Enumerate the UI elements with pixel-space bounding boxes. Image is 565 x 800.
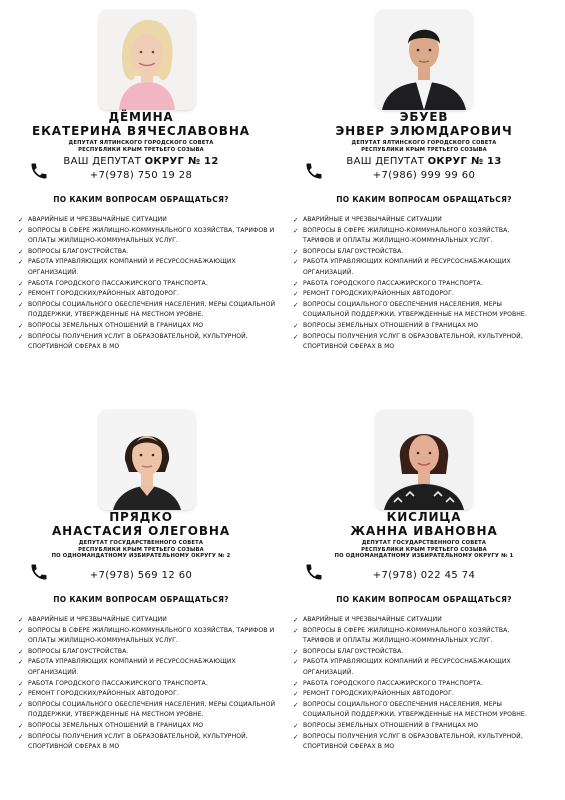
checkmark-icon: ✓: [293, 690, 299, 699]
topic-text: РАБОТА УПРАВЛЯЮЩИХ КОМПАНИЙ И РЕСУРСОСНАБЖАЮЩИХ: [303, 258, 511, 266]
topic-text: РАБОТА ГОРОДСКОГО ПАССАЖИРСКОГО ТРАНСПОРТА.: [28, 679, 208, 687]
deputy-surname: КИСЛИЦА: [386, 510, 462, 524]
topic-text: СПОРТИВНОЙ СФЕРАХ В МО: [303, 343, 395, 351]
topic-text: ВОПРОСЫ БЛАГОУСТРОЙСТВА.: [303, 647, 404, 655]
topic-text: ОПЛАТЫ ЖИЛИЩНО-КОММУНАЛЬНЫХ УСЛУГ.: [28, 637, 178, 645]
topic-item: [18, 679, 280, 690]
checkmark-icon: ✓: [18, 332, 24, 341]
topic-item: [293, 626, 555, 637]
deputy-given-names: ЭНВЕР ЭЛЮМДАРОВИЧ: [335, 124, 513, 138]
checkmark-icon: ✓: [18, 616, 24, 624]
checkmark-icon: ✓: [293, 216, 299, 224]
topic-item: [18, 310, 280, 321]
topic-text: ВОПРОСЫ В СФЕРЕ ЖИЛИЩНО-КОММУНАЛЬНОГО ХОЗЯЙСТВА, ТАРИФОВ И: [28, 626, 275, 634]
topic-item: [293, 647, 555, 658]
deputy-surname: ЭБУЕВ: [399, 110, 449, 124]
topic-item: [18, 321, 280, 332]
topic-text: АВАРИЙНЫЕ И ЧРЕЗВЫЧАЙНЫЕ СИТУАЦИИ: [303, 216, 442, 223]
topic-text: СПОРТИВНОЙ СФЕРАХ В МО: [28, 343, 120, 351]
topic-item: [18, 657, 280, 668]
deputy-role: [0, 140, 282, 153]
topic-item: [18, 668, 280, 679]
checkmark-icon: ✓: [18, 658, 24, 667]
topic-text: РЕМОНТ ГОРОДСКИХ/РАЙОННЫХ АВТОДОРОГ.: [28, 690, 179, 698]
topics-list: [293, 615, 555, 753]
checkmark-icon: ✓: [293, 279, 299, 288]
topic-text: СОЦИАЛЬНОЙ ПОДДЕРЖКИ, УТВЕРЖДЕННЫЕ НА МЕСТНОМ УРОВНЕ.: [303, 311, 527, 319]
deputy-card: [0, 400, 282, 800]
topic-item: [293, 615, 555, 626]
deputy-role-line: РЕСПУБЛИКИ КРЫМ ТРЕТЬЕГО СОЗЫВА: [361, 546, 487, 553]
topic-text: ОПЛАТЫ ЖИЛИЩНО-КОММУНАЛЬНЫХ УСЛУГ.: [28, 237, 178, 245]
checkmark-icon: ✓: [18, 721, 24, 730]
district-number: ОКРУГ № 12: [144, 156, 219, 167]
topic-item: [18, 647, 280, 658]
topic-text: ПОДДЕРЖКИ, УТВЕРЖДЕННЫЕ НА МЕСТНОМ УРОВНЕ.: [28, 711, 204, 719]
topic-item: [293, 342, 555, 353]
deputy-given-names: АНАСТАСИЯ ОЛЕГОВНА: [51, 524, 231, 538]
checkmark-icon: ✓: [18, 626, 24, 635]
checkmark-icon: ✓: [293, 247, 299, 256]
checkmark-icon: ✓: [18, 247, 24, 256]
checkmark-icon: ✓: [18, 258, 24, 267]
topic-text: ВОПРОСЫ СОЦИАЛЬНОГО ОБЕСПЕЧЕНИЯ НАСЕЛЕНИЯ, МЕРЫ СОЦИАЛЬНОЙ: [28, 300, 276, 308]
deputy-role-line: ПО ОДНОМАНДАТНОМУ ИЗБИРАТЕЛЬНОМУ ОКРУГУ № 1: [334, 553, 514, 559]
topic-item: [18, 257, 280, 268]
checkmark-icon: ✓: [18, 679, 24, 688]
district-prefix: ВАШ ДЕПУТАТ: [346, 156, 428, 167]
topic-item: [18, 342, 280, 353]
topic-item: [18, 226, 280, 237]
deputy-role: [283, 140, 565, 153]
topic-item: [293, 268, 555, 279]
topic-item: [293, 742, 555, 753]
deputy-role: [283, 540, 565, 560]
topics-list: [293, 215, 555, 353]
topic-item: [18, 268, 280, 279]
topic-item: [293, 279, 555, 290]
topic-text: ВОПРОСЫ ПОЛУЧЕНИЯ УСЛУГ В ОБРАЗОВАТЕЛЬНОЙ, КУЛЬТУРНОЙ,: [28, 732, 248, 740]
deputy-role-line: РЕСПУБЛИКИ КРЫМ ТРЕТЬЕГО СОЗЫВА: [361, 146, 487, 153]
topic-text: РЕМОНТ ГОРОДСКИХ/РАЙОННЫХ АВТОДОРОГ.: [303, 690, 454, 698]
topic-item: [18, 710, 280, 721]
deputy-photo: [99, 410, 195, 510]
topic-text: ВОПРОСЫ СОЦИАЛЬНОГО ОБЕСПЕЧЕНИЯ НАСЕЛЕНИЯ, МЕРЫ СОЦИАЛЬНОЙ: [28, 700, 276, 708]
checkmark-icon: ✓: [293, 332, 299, 341]
checkmark-icon: ✓: [293, 321, 299, 330]
topic-text: ВОПРОСЫ СОЦИАЛЬНОГО ОБЕСПЕЧЕНИЯ НАСЕЛЕНИЯ, МЕРЫ: [303, 300, 502, 308]
topic-item: [18, 615, 280, 626]
topic-item: [18, 626, 280, 637]
checkmark-icon: ✓: [18, 216, 24, 224]
topic-item: [18, 332, 280, 343]
topic-item: [293, 247, 555, 258]
topic-item: [18, 289, 280, 300]
district-prefix: ВАШ ДЕПУТАТ: [63, 156, 145, 167]
topic-item: [18, 247, 280, 258]
topic-text: ВОПРОСЫ ЗЕМЕЛЬНЫХ ОТНОШЕНИЙ В ГРАНИЦАХ МО: [28, 321, 204, 329]
topic-text: ВОПРОСЫ В СФЕРЕ ЖИЛИЩНО-КОММУНАЛЬНОГО ХОЗЯЙСТВА, ТАРИФОВ И: [28, 226, 275, 234]
topics-heading: ПО КАКИМ ВОПРОСАМ ОБРАЩАТЬСЯ?: [336, 195, 512, 204]
topic-text: РЕМОНТ ГОРОДСКИХ/РАЙОННЫХ АВТОДОРОГ.: [303, 290, 454, 298]
topic-item: [18, 732, 280, 743]
deputy-card: [283, 400, 565, 800]
deputy-card: [0, 0, 282, 400]
deputy-photo: [376, 10, 472, 110]
checkmark-icon: ✓: [293, 721, 299, 730]
topic-item: [18, 300, 280, 311]
topic-text: ВОПРОСЫ ЗЕМЕЛЬНЫХ ОТНОШЕНИЙ В ГРАНИЦАХ МО: [303, 321, 479, 329]
deputy-photo: [376, 410, 472, 510]
checkmark-icon: ✓: [293, 290, 299, 299]
topics-list: [18, 615, 280, 753]
district-number: ОКРУГ № 13: [427, 156, 502, 167]
topic-text: ТАРИФОВ И ОПЛАТЫ ЖИЛИЩНО-КОММУНАЛЬНЫХ УСЛУГ.: [303, 237, 493, 245]
deputy-role-line: ДЕПУТАТ ЯЛТИНСКОГО ГОРОДСКОГО СОВЕТА: [351, 140, 497, 146]
topic-item: [18, 636, 280, 647]
checkmark-icon: ✓: [293, 700, 299, 709]
topic-text: РАБОТА ГОРОДСКОГО ПАССАЖИРСКОГО ТРАНСПОРТА.: [303, 679, 483, 687]
topic-item: [18, 279, 280, 290]
deputy-role-line: ДЕПУТАТ ЯЛТИНСКОГО ГОРОДСКОГО СОВЕТА: [68, 140, 214, 146]
deputy-role-line: РЕСПУБЛИКИ КРЫМ ТРЕТЬЕГО СОЗЫВА: [78, 146, 204, 153]
topic-text: ВОПРОСЫ ПОЛУЧЕНИЯ УСЛУГ В ОБРАЗОВАТЕЛЬНОЙ, КУЛЬТУРНОЙ,: [303, 332, 523, 340]
topic-item: [293, 215, 555, 226]
topic-item: [293, 300, 555, 311]
topic-item: [18, 689, 280, 700]
topic-text: ОРГАНИЗАЦИЙ.: [303, 268, 354, 276]
deputy-surname: ДЁМИНА: [108, 110, 174, 124]
topic-item: [18, 742, 280, 753]
topic-text: РАБОТА ГОРОДСКОГО ПАССАЖИРСКОГО ТРАНСПОРТА.: [28, 279, 208, 287]
checkmark-icon: ✓: [18, 321, 24, 330]
deputy-phone[interactable]: +7(986) 999 99 60: [372, 170, 476, 181]
checkmark-icon: ✓: [293, 300, 299, 309]
checkmark-icon: ✓: [293, 679, 299, 688]
topic-item: [293, 310, 555, 321]
topic-text: ОРГАНИЗАЦИЙ.: [28, 268, 79, 276]
topic-item: [293, 321, 555, 332]
topic-text: РАБОТА ГОРОДСКОГО ПАССАЖИРСКОГО ТРАНСПОРТА.: [303, 279, 483, 287]
checkmark-icon: ✓: [18, 700, 24, 709]
topic-text: СПОРТИВНОЙ СФЕРАХ В МО: [28, 743, 120, 751]
topic-item: [293, 289, 555, 300]
topics-list: [18, 215, 280, 353]
topic-item: [18, 215, 280, 226]
deputy-role-line: ДЕПУТАТ ГОСУДАРСТВЕННОГО СОВЕТА: [78, 540, 204, 546]
topic-item: [293, 721, 555, 732]
topic-text: ПОДДЕРЖКИ, УТВЕРЖДЕННЫЕ НА МЕСТНОМ УРОВНЕ.: [28, 311, 204, 319]
topic-item: [18, 721, 280, 732]
topics-heading: ПО КАКИМ ВОПРОСАМ ОБРАЩАТЬСЯ?: [53, 195, 229, 204]
topic-item: [293, 700, 555, 711]
deputy-card: [283, 0, 565, 400]
topic-text: ВОПРОСЫ ЗЕМЕЛЬНЫХ ОТНОШЕНИЙ В ГРАНИЦАХ МО: [303, 721, 479, 729]
topic-text: АВАРИЙНЫЕ И ЧРЕЗВЫЧАЙНЫЕ СИТУАЦИИ: [28, 616, 167, 623]
topic-text: ВОПРОСЫ ПОЛУЧЕНИЯ УСЛУГ В ОБРАЗОВАТЕЛЬНОЙ, КУЛЬТУРНОЙ,: [28, 332, 248, 340]
checkmark-icon: ✓: [293, 626, 299, 635]
deputy-surname: ПРЯДКО: [109, 510, 173, 524]
deputy-role-line: ПО ОДНОМАНДАТНОМУ ИЗБИРАТЕЛЬНОМУ ОКРУГУ № 2: [51, 553, 231, 559]
topic-item: [293, 668, 555, 679]
checkmark-icon: ✓: [18, 732, 24, 741]
topic-text: ОРГАНИЗАЦИЙ.: [303, 668, 354, 676]
topic-text: АВАРИЙНЫЕ И ЧРЕЗВЫЧАЙНЫЕ СИТУАЦИИ: [303, 616, 442, 623]
topic-text: АВАРИЙНЫЕ И ЧРЕЗВЫЧАЙНЫЕ СИТУАЦИИ: [28, 216, 167, 223]
topic-item: [293, 657, 555, 668]
checkmark-icon: ✓: [293, 732, 299, 741]
topic-item: [293, 332, 555, 343]
checkmark-icon: ✓: [293, 226, 299, 235]
checkmark-icon: ✓: [293, 647, 299, 656]
deputy-phone[interactable]: +7(978) 569 12 60: [89, 570, 193, 581]
topic-text: ТАРИФОВ И ОПЛАТЫ ЖИЛИЩНО-КОММУНАЛЬНЫХ УСЛУГ.: [303, 637, 493, 645]
topic-item: [18, 236, 280, 247]
topic-item: [293, 257, 555, 268]
checkmark-icon: ✓: [18, 647, 24, 656]
topic-text: ВОПРОСЫ ПОЛУЧЕНИЯ УСЛУГ В ОБРАЗОВАТЕЛЬНОЙ, КУЛЬТУРНОЙ,: [303, 732, 523, 740]
checkmark-icon: ✓: [18, 279, 24, 288]
checkmark-icon: ✓: [18, 226, 24, 235]
topic-text: ВОПРОСЫ В СФЕРЕ ЖИЛИЩНО-КОММУНАЛЬНОГО ХОЗЯЙСТВА,: [303, 626, 510, 634]
topic-item: [293, 679, 555, 690]
topic-text: РЕМОНТ ГОРОДСКИХ/РАЙОННЫХ АВТОДОРОГ.: [28, 290, 179, 298]
topics-heading: ПО КАКИМ ВОПРОСАМ ОБРАЩАТЬСЯ?: [53, 595, 229, 604]
topic-text: ВОПРОСЫ СОЦИАЛЬНОГО ОБЕСПЕЧЕНИЯ НАСЕЛЕНИЯ, МЕРЫ: [303, 700, 502, 708]
deputy-given-names: ЕКАТЕРИНА ВЯЧЕСЛАВОВНА: [32, 124, 250, 138]
topic-text: РАБОТА УПРАВЛЯЮЩИХ КОМПАНИЙ И РЕСУРСОСНАБЖАЮЩИХ: [303, 658, 511, 666]
topic-text: ВОПРОСЫ БЛАГОУСТРОЙСТВА.: [28, 647, 129, 655]
topic-text: СПОРТИВНОЙ СФЕРАХ В МО: [303, 743, 395, 751]
checkmark-icon: ✓: [293, 616, 299, 624]
topic-item: [293, 636, 555, 647]
checkmark-icon: ✓: [18, 300, 24, 309]
topic-text: РАБОТА УПРАВЛЯЮЩИХ КОМПАНИЙ И РЕСУРСОСНАБЖАЮЩИХ: [28, 658, 236, 666]
deputy-role-line: ДЕПУТАТ ГОСУДАРСТВЕННОГО СОВЕТА: [361, 540, 487, 546]
deputy-district: [283, 156, 565, 167]
deputy-phone[interactable]: +7(978) 750 19 28: [89, 170, 193, 181]
topic-text: ВОПРОСЫ В СФЕРЕ ЖИЛИЩНО-КОММУНАЛЬНОГО ХОЗЯЙСТВА,: [303, 226, 510, 234]
deputy-given-names: ЖАННА ИВАНОВНА: [350, 524, 498, 538]
topic-item: [293, 236, 555, 247]
topic-text: СОЦИАЛЬНОЙ ПОДДЕРЖКИ, УТВЕРЖДЕННЫЕ НА МЕСТНОМ УРОВНЕ.: [303, 711, 527, 719]
topic-text: ОРГАНИЗАЦИЙ.: [28, 668, 79, 676]
checkmark-icon: ✓: [293, 658, 299, 667]
topic-item: [293, 226, 555, 237]
deputy-role-line: РЕСПУБЛИКИ КРЫМ ТРЕТЬЕГО СОЗЫВА: [78, 546, 204, 553]
topic-item: [293, 689, 555, 700]
topic-text: ВОПРОСЫ БЛАГОУСТРОЙСТВА.: [28, 247, 129, 255]
topics-heading: ПО КАКИМ ВОПРОСАМ ОБРАЩАТЬСЯ?: [336, 595, 512, 604]
deputy-photo: [99, 10, 195, 110]
topic-text: ВОПРОСЫ БЛАГОУСТРОЙСТВА.: [303, 247, 404, 255]
topic-text: РАБОТА УПРАВЛЯЮЩИХ КОМПАНИЙ И РЕСУРСОСНАБЖАЮЩИХ: [28, 258, 236, 266]
topic-text: ВОПРОСЫ ЗЕМЕЛЬНЫХ ОТНОШЕНИЙ В ГРАНИЦАХ МО: [28, 721, 204, 729]
deputy-role: [0, 540, 282, 560]
topic-item: [18, 700, 280, 711]
topic-item: [293, 710, 555, 721]
deputy-phone[interactable]: +7(978) 022 45 74: [372, 570, 476, 581]
checkmark-icon: ✓: [18, 290, 24, 299]
topic-item: [293, 732, 555, 743]
checkmark-icon: ✓: [18, 690, 24, 699]
checkmark-icon: ✓: [293, 258, 299, 267]
